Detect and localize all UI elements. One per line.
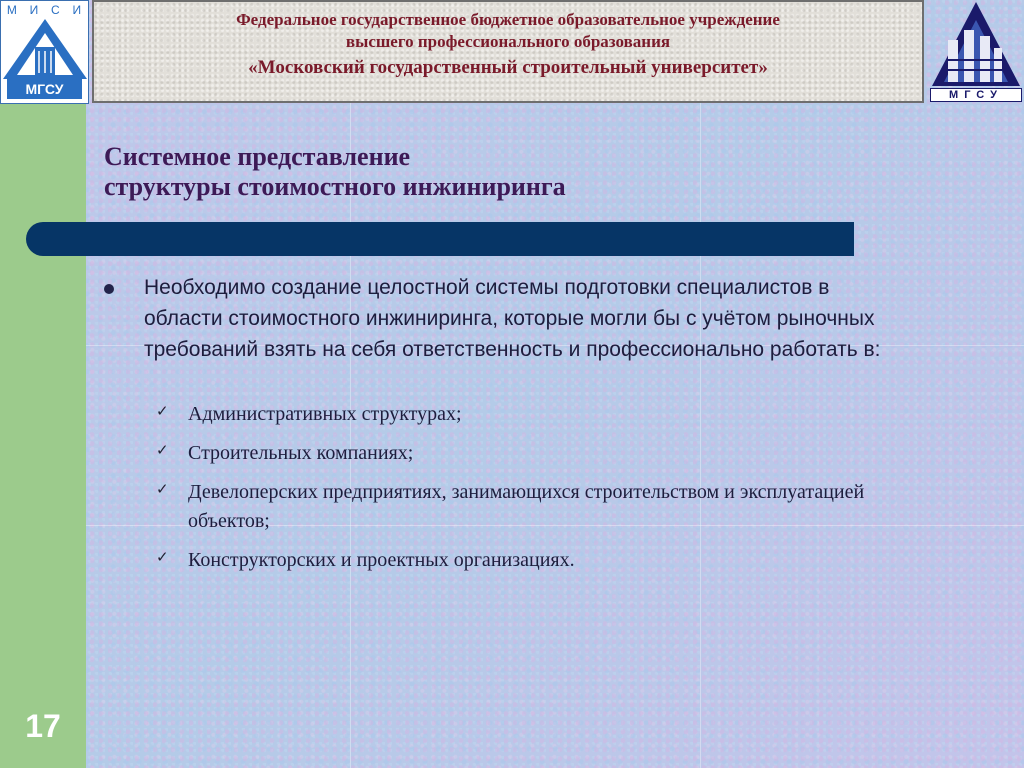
logo-letter: И [29,3,40,17]
header-line: Федеральное государственное бюджетное образовательное учреждение [236,10,780,29]
bullet-dot-icon [104,284,114,294]
building-emblem-icon [1,17,89,83]
background-grid-line [700,0,701,768]
list-item [150,439,910,468]
checklist [150,400,910,585]
header-line: высшего профессионального образования [345,32,671,51]
left-sidebar-strip [0,0,86,768]
header-banner [92,0,924,103]
slide-title-line: Системное представление [104,142,411,171]
slide-title [104,142,824,202]
logo-letter: С [51,3,61,17]
main-bullet-text: Необходимо создание целостной системы подготовки специалистов в области стоимостного инжиниринга, которые могли бы с учётом рыночных требований взять на себя ответственность и профессионально работать в: [144,276,881,361]
isa-emblem-icon [930,0,1022,88]
list-item-text: Административных структурах; [188,403,462,425]
list-item-text: Девелоперских предприятиях, занимающихся строительством и эксплуатацией объектов; [188,481,865,532]
title-underline-bar [26,222,854,256]
logo-letter: М [6,3,18,17]
main-bullet [104,272,904,365]
slide-title-line: структуры стоимостного инжиниринга [104,172,566,201]
checkmark-icon: ✓ [156,480,169,498]
background-grid-line [350,0,351,768]
logo-letters [1,3,88,17]
logo-letter: И [72,3,83,17]
logo-misi-mgsu [0,0,89,104]
university-name: «Московский государственный строительный университет» [248,57,768,78]
checkmark-icon: ✓ [156,402,169,420]
slide-number: 17 [25,708,61,744]
list-item [150,546,910,575]
logo-isa-mgsu [930,0,1022,104]
checkmark-icon: ✓ [156,548,169,566]
logo-text: МГСУ [7,79,82,99]
list-item [150,400,910,429]
checkmark-icon: ✓ [156,441,169,459]
list-item-text: Конструкторских и проектных организациях. [188,549,575,571]
logo-text: МГСУ [930,88,1022,102]
list-item-text: Строительных компаниях; [188,442,414,464]
list-item [150,478,910,536]
